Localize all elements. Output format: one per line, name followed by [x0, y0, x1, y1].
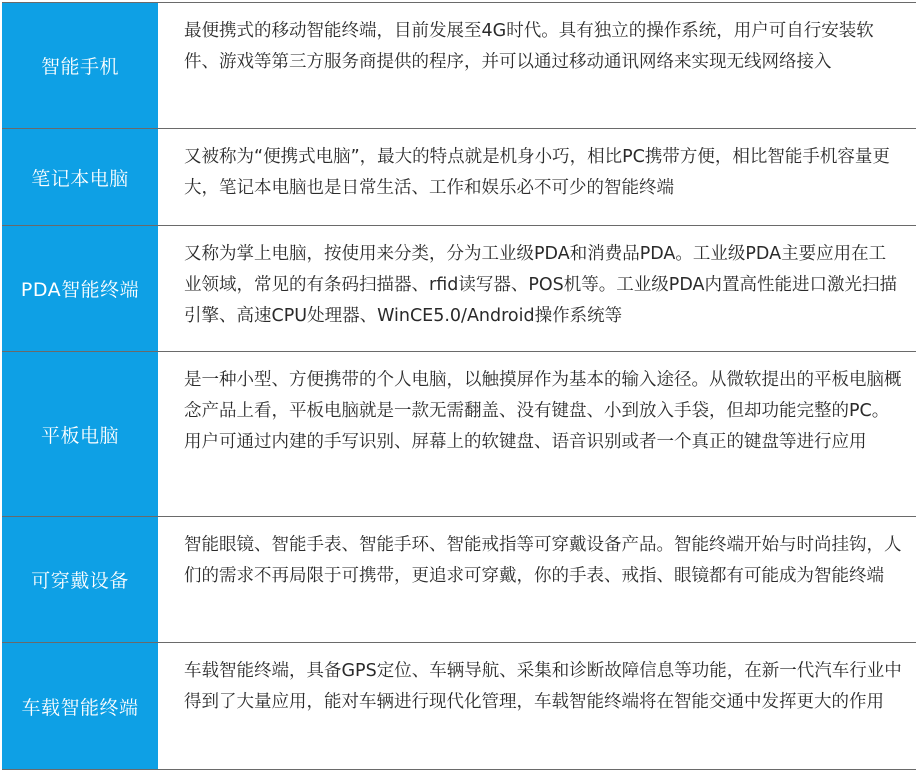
row-label: 智能手机: [2, 3, 158, 128]
table-row: [2, 129, 916, 226]
table-row: [2, 517, 916, 643]
row-label: PDA智能终端: [2, 226, 158, 351]
row-description: 最便携式的移动智能终端，目前发展至4G时代。具有独立的操作系统，用户可自行安装软件、游戏等第三方服务商提供的程序，并可以通过移动通讯网络来实现无线网络接入: [158, 3, 916, 128]
table-row: [2, 226, 916, 352]
row-description: 智能眼镜、智能手表、智能手环、智能戒指等可穿戴设备产品。智能终端开始与时尚挂钩，人们的需求不再局限于可携带，更追求可穿戴，你的手表、戒指、眼镜都有可能成为智能终端: [158, 517, 916, 642]
row-label: 车载智能终端: [2, 643, 158, 769]
table-row: [2, 352, 916, 517]
row-description: 又称为掌上电脑，按使用来分类，分为工业级PDA和消费品PDA。工业级PDA主要应用在工业领域，常见的有条码扫描器、rfid读写器、POS机等。工业级PDA内置高性能进口激光扫描引擎、高速CPU处理器、WinCE5.0/Android操作系统等: [158, 226, 916, 351]
row-label: 平板电脑: [2, 352, 158, 516]
table-row: [2, 3, 916, 129]
row-description: 车载智能终端，具备GPS定位、车辆导航、采集和诊断故障信息等功能，在新一代汽车行业中得到了大量应用，能对车辆进行现代化管理，车载智能终端将在智能交通中发挥更大的作用: [158, 643, 916, 769]
row-label: 笔记本电脑: [2, 129, 158, 225]
row-description: 是一种小型、方便携带的个人电脑，以触摸屏作为基本的输入途径。从微软提出的平板电脑概念产品上看，平板电脑就是一款无需翻盖、没有键盘、小到放入手袋，但却功能完整的PC。用户可通过内建的手写识别、屏幕上的软键盘、语音识别或者一个真正的键盘等进行应用: [158, 352, 916, 516]
table-row: [2, 643, 916, 770]
row-label: 可穿戴设备: [2, 517, 158, 642]
terminal-types-table: [2, 2, 916, 770]
row-description: 又被称为“便携式电脑”，最大的特点就是机身小巧，相比PC携带方便，相比智能手机容量更大，笔记本电脑也是日常生活、工作和娱乐必不可少的智能终端: [158, 129, 916, 225]
